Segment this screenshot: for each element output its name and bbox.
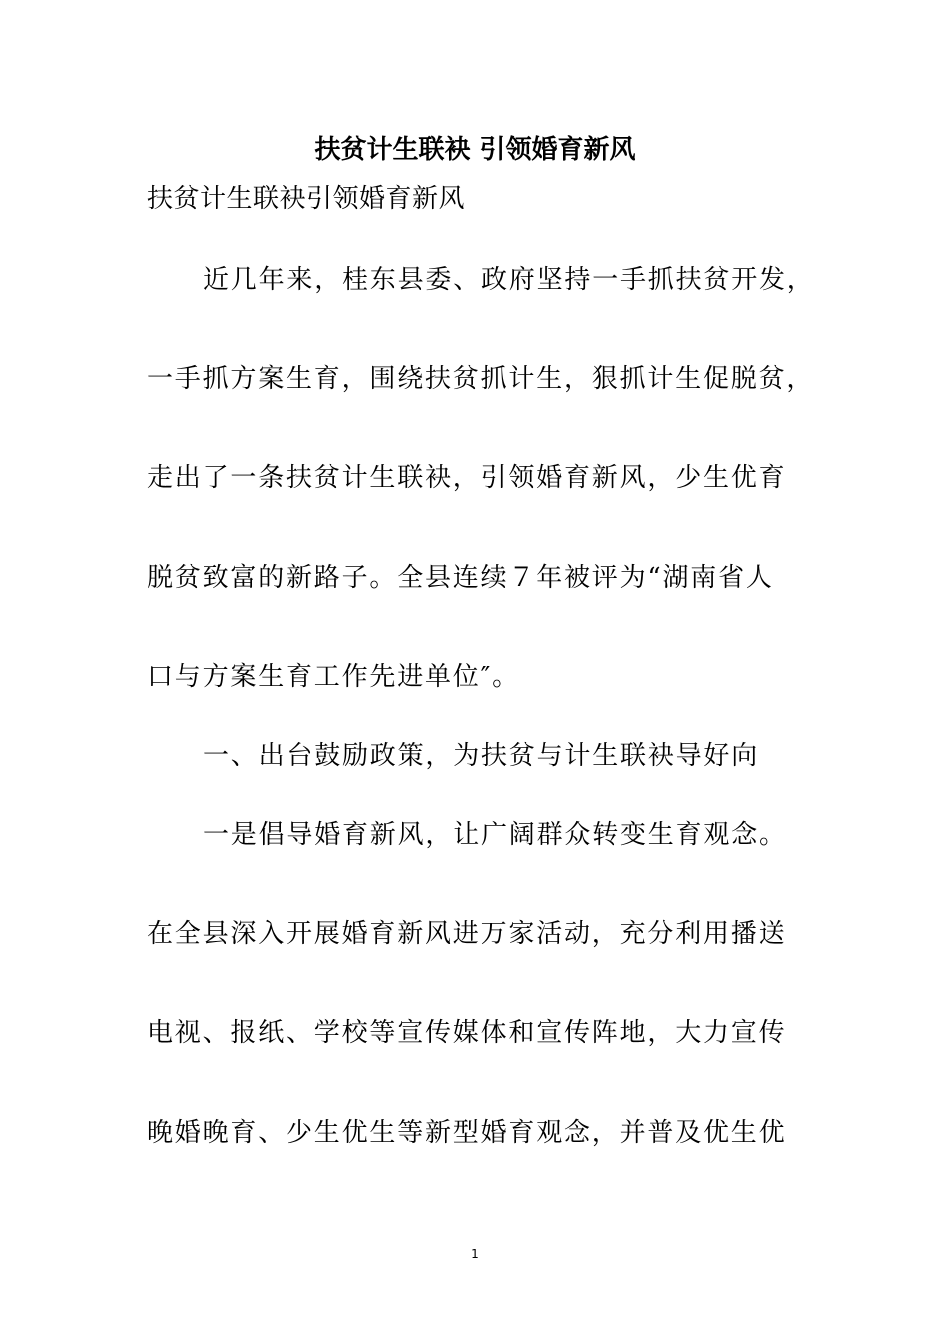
paragraph-line: 脱贫致富的新路子。全县连续７年被评为“湖南省人 [147, 563, 774, 593]
paragraph-line: 电视、报纸、学校等宣传媒体和宣传阵地，大力宣传 [147, 1018, 787, 1048]
page-number: 1 [471, 1247, 479, 1261]
paragraph-line: 一手抓方案生育，围绕扶贫抓计生，狠抓计生促脱贫， [147, 364, 815, 394]
paragraph-line: 走出了一条扶贫计生联袂，引领婚育新风，少生优育 [147, 463, 787, 493]
document-title: 扶贫计生联袂 引领婚育新风 [314, 135, 636, 165]
paragraph-line: 口与方案生育工作先进单位″。 [147, 662, 520, 692]
section-heading: 一、出台鼓励政策，为扶贫与计生联袂导好向 [203, 741, 760, 771]
document-subtitle: 扶贫计生联袂引领婚育新风 [147, 184, 466, 214]
paragraph-line: 近几年来，桂东县委、政府坚持一手抓扶贫开发， [203, 265, 815, 295]
paragraph-line: 在全县深入开展婚育新风进万家活动，充分利用播送 [147, 919, 787, 949]
paragraph-line: 晚婚晚育、少生优生等新型婚育观念，并普及优生优 [147, 1118, 787, 1148]
paragraph-line: 一是倡导婚育新风，让广阔群众转变生育观念。 [203, 820, 787, 850]
